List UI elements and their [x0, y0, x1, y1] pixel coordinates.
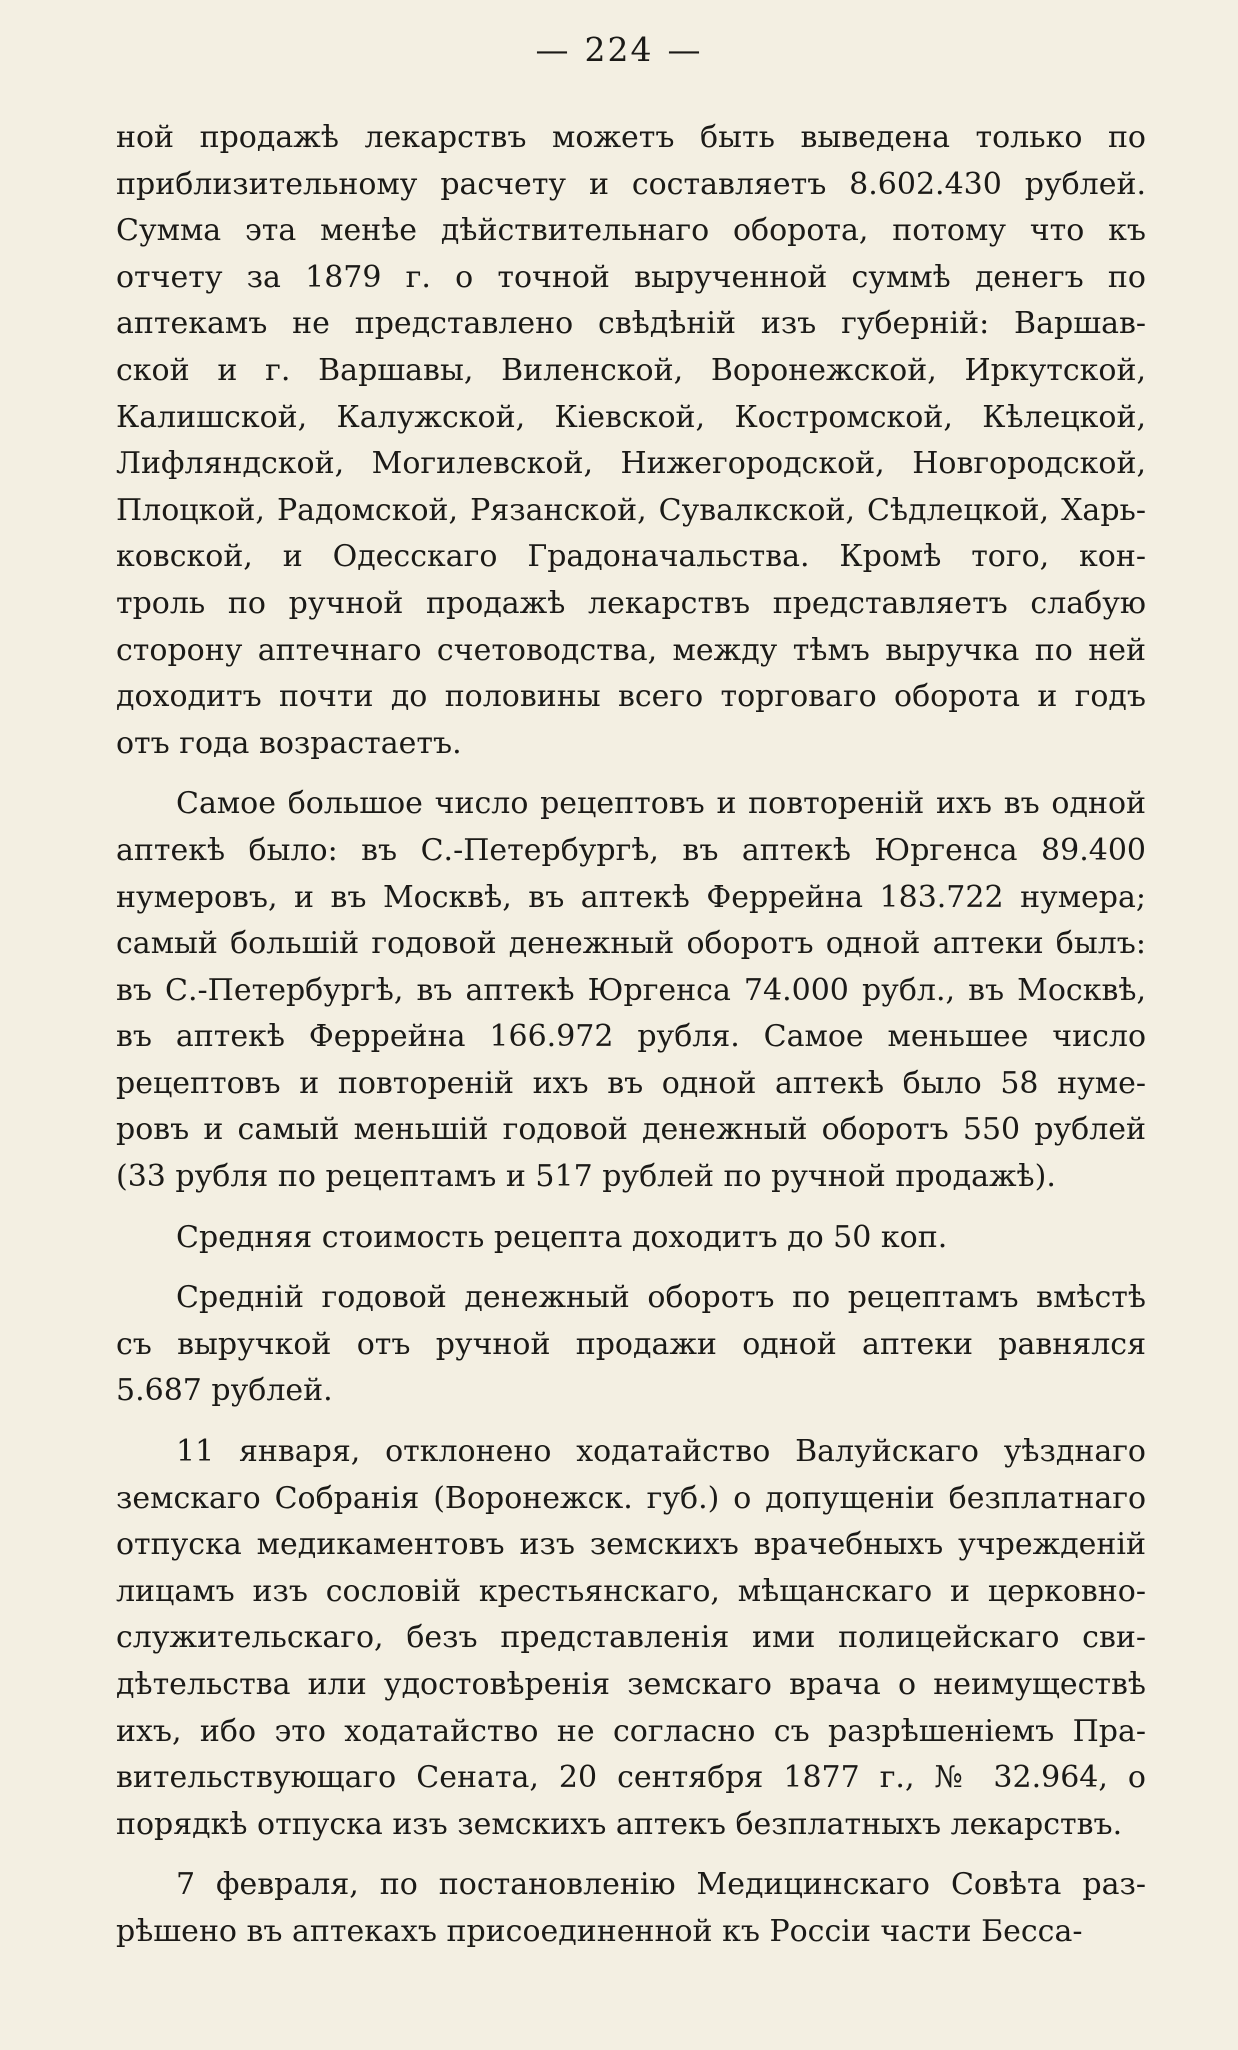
text-line: самый большій годовой денежный оборотъ одной аптеки былъ:	[116, 926, 1146, 962]
text-line: отъ года возрастаетъ.	[116, 725, 462, 761]
paragraph	[116, 781, 1146, 1200]
text-line: земскаго Собранія (Воронежск. губ.) о допущеніи безплатнаго	[116, 1480, 1146, 1516]
page-number-dash-right: —	[667, 30, 703, 69]
text-line: отпуска медикаментовъ изъ земскихъ врачебныхъ учрежденій	[116, 1527, 1146, 1563]
text-line: отчету за 1879 г. о точной вырученной суммѣ денегъ по	[116, 259, 1146, 295]
text-line: Сумма эта менѣе дѣйствительнаго оборота, потому что къ	[116, 213, 1146, 249]
text-line: ской и г. Варшавы, Виленской, Воронежской, Иркутской,	[116, 352, 1146, 388]
page-number	[0, 30, 1238, 69]
text-line: доходитъ почти до половины всего торговаго оборота и годъ	[116, 679, 1146, 715]
text-line: ровъ и самый меньшій годовой денежный оборотъ 550 рублей	[116, 1112, 1146, 1148]
text-line: Плоцкой, Радомской, Рязанской, Сувалкской, Сѣдлецкой, Харь-	[116, 492, 1146, 528]
text-line: Лифляндской, Могилевской, Нижегородской, Новгородской,	[116, 446, 1146, 482]
paragraph	[116, 1429, 1146, 1848]
text-line: 7 февраля, по постановленію Медицинскаго Совѣта раз-	[176, 1867, 1146, 1903]
text-line: лицамъ изъ сословій крестьянскаго, мѣщанскаго и церковно-	[116, 1573, 1146, 1609]
page-number-dash-left: —	[535, 30, 571, 69]
text-line: дѣтельства или удостовѣренія земскаго врача о неимуществѣ	[116, 1667, 1146, 1702]
text-line: съ выручкой отъ ручной продажи одной аптеки равнялся	[116, 1326, 1146, 1362]
text-line: Самое большое число рецептовъ и повтореній ихъ въ одной	[176, 786, 1146, 822]
text-line: нумеровъ, и въ Москвѣ, въ аптекѣ Феррейна 183.722 нумера;	[116, 879, 1146, 915]
text-line: Средняя стоимость рецепта доходитъ до 50 коп.	[176, 1219, 948, 1255]
text-line: ной продажѣ лекарствъ можетъ быть выведена только по	[116, 120, 1146, 155]
text-line: Средній годовой денежный оборотъ по рецептамъ вмѣстѣ	[176, 1280, 1146, 1316]
text-line: ковской, и Одесскаго Градоначальства. Кромѣ того, кон-	[116, 539, 1146, 575]
text-line: 11 января, отклонено ходатайство Валуйскаго уѣзднаго	[176, 1434, 1146, 1470]
text-line: аптекѣ было: въ С.-Петербургѣ, въ аптекѣ Юргенса 89.400	[116, 832, 1146, 868]
text-line: вительствующаго Сената, 20 сентября 1877 г., № 32.964, о	[116, 1760, 1146, 1796]
paragraph	[116, 1862, 1146, 1955]
text-line: аптекамъ не представлено свѣдѣній изъ губерній: Варшав-	[116, 306, 1146, 342]
text-line: въ С.-Петербургѣ, въ аптекѣ Юргенса 74.000 рубл., въ Москвѣ,	[116, 972, 1146, 1008]
text-line: (33 рубля по рецептамъ и 517 рублей по ручной продажѣ).	[116, 1159, 1056, 1195]
text-line: рецептовъ и повтореній ихъ въ одной аптекѣ было 58 нуме-	[116, 1065, 1146, 1101]
text-line: порядкѣ отпуска изъ земскихъ аптекъ безплатныхъ лекарствъ.	[116, 1806, 1123, 1842]
paragraph	[116, 115, 1146, 767]
text-line: Калишской, Калужской, Кіевской, Костромской, Кѣлецкой,	[116, 399, 1146, 435]
text-line: служительскаго, безъ представленія ими полицейскаго сви-	[116, 1620, 1146, 1656]
text-line: троль по ручной продажѣ лекарствъ представляетъ слабую	[116, 585, 1146, 621]
paragraph	[116, 1275, 1146, 1415]
text-line: въ аптекѣ Феррейна 166.972 рубля. Самое меньшее число	[116, 1019, 1146, 1055]
text-line: ихъ, ибо это ходатайство не согласно съ разрѣшеніемъ Пра-	[116, 1713, 1146, 1749]
text-line: 5.687 рублей.	[116, 1373, 333, 1409]
page-number-value: 224	[584, 30, 654, 69]
text-line: приблизительному расчету и составляетъ 8.602.430 рублей.	[116, 166, 1146, 202]
text-line: рѣшено въ аптекахъ присоединенной къ Россіи части Бесса-	[116, 1913, 1083, 1949]
text-line: сторону аптечнаго счетоводства, между тѣмъ выручка по ней	[116, 632, 1146, 668]
body-text	[116, 115, 1146, 1956]
paragraph	[116, 1215, 1146, 1262]
